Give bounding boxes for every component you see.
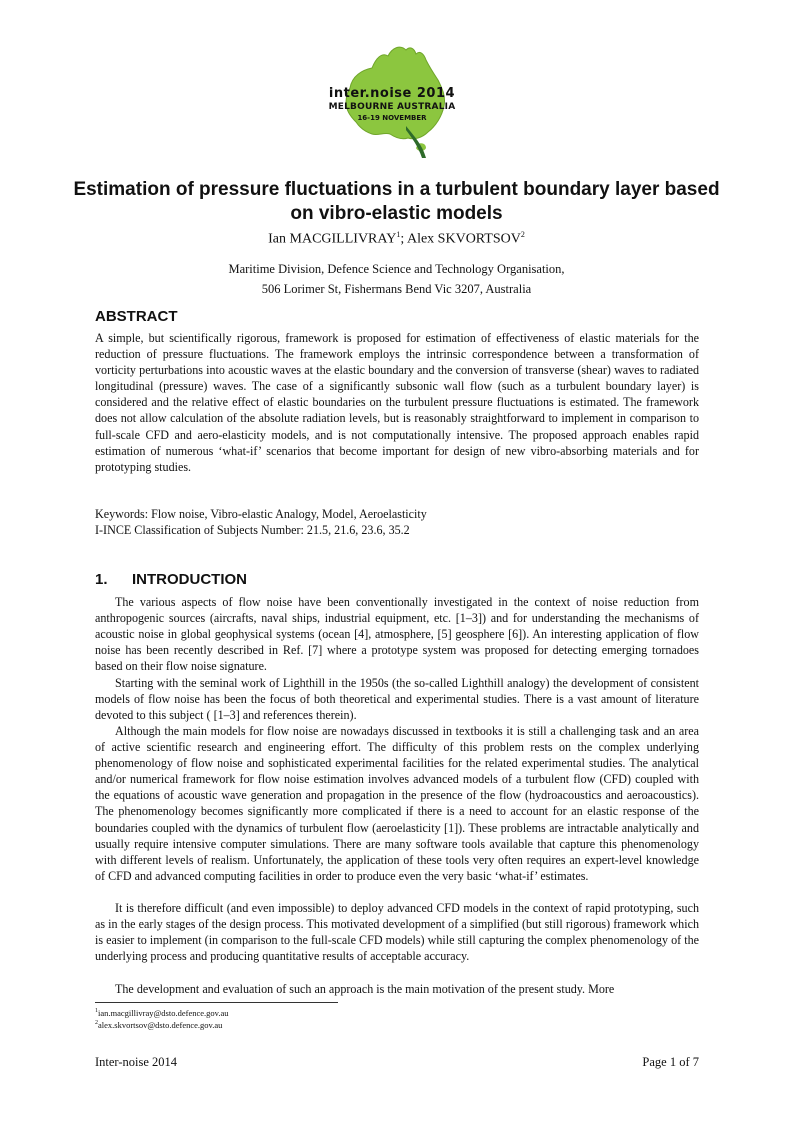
logo-location: MELBOURNE AUSTRALIA — [328, 102, 456, 112]
abstract-heading: ABSTRACT — [95, 308, 178, 325]
author-list — [60, 230, 733, 248]
logo-title: inter.noise 2014 — [328, 86, 456, 101]
logo-dates: 16-19 NOVEMBER — [357, 114, 427, 122]
intro-paragraph: Starting with the seminal work of Lighthill in the 1950s (the so-called Lighthill analogy) the development of consistent models of flow noise has been the focus of both theoretical and experimental studies. There is a vast amount of literature devoted to this subject ( [1–3] and references therein). — [95, 676, 699, 723]
classification: I-INCE Classification of Subjects Number: 21.5, 21.6, 23.6, 35.2 — [95, 523, 410, 538]
section-number: 1. — [95, 571, 108, 588]
footnote-mark: 1 — [95, 1008, 98, 1014]
author-footnote-mark: 2 — [520, 230, 525, 239]
keywords: Keywords: Flow noise, Vibro-elastic Analogy, Model, Aeroelasticity — [95, 507, 427, 521]
author-separator: ; — [400, 231, 407, 247]
footnote — [95, 1006, 228, 1019]
footnote-email: alex.skvortsov@dsto.defence.gov.au — [98, 1019, 223, 1030]
footer-conference: Inter-noise 2014 — [95, 1055, 178, 1069]
intro-paragraph: Although the main models for flow noise are nowadays discussed in textbooks it is still a challenging task and an area of active scientific research and engineering effort. The difficulty of this problem rests on the complex underlying phenomenology of flow noise and sophisticated experimental facilities for the related experimental studies. The analytical and/or numerical framework for flow noise estimation involves advanced models of a turbulent flow (CFD) coupled with the equations of acoustic wave generation and propagation in the presence of the flow (hydroacoustics and aeroacoustics). The phenomenology becomes significantly more complicated if there is a need to account for an elastic response of the boundaries coupled with the dynamics of turbulent flow (aeroelasticity [1]). These problems are intractable analytically and usually require intensive computer simulations. There are many software tools available that capture this phenomenology with different levels of realism. Unfortunately, the application of these tools very often requires an expert-level knowledge of CFD and advanced computing facilities in order to produce even the very basic ‘what-if’ estimates. — [95, 724, 699, 883]
footnote — [95, 1018, 222, 1031]
affiliation — [60, 259, 733, 299]
abstract-text: A simple, but scientifically rigorous, framework is proposed for estimation of effectiveness of elastic materials for the reduction of pressure fluctuations. The framework employs the intrinsic correspondence between a transformation of vorticity perturbations into acoustic waves at the elastic boundary and the conversion of transverse (shear) waves to radiated longitudinal (pressure) waves. The case of a significantly subsonic wall flow (such as a turbulent boundary layer) is considered and the relative effect of elastic boundaries on the turbulent pressure fluctuations is estimated. The framework does not allow calculation of the absolute radiation levels, but is reasonably straightforward to implement in comparison to full-scale CFD and aero-elasticity models, and is not computationally intensive. The proposed approach enables rapid estimation of numerous ‘what-if’ scenarios that become important for design of new vibro-absorbing materials and for prototyping studies. — [95, 331, 699, 474]
author-name: Ian MACGILLIVRAY — [268, 231, 397, 247]
conference-logo — [322, 40, 462, 170]
intro-paragraph: It is therefore difficult (and even impossible) to deploy advanced CFD models in the context of rapid prototyping, such as in the early stages of the design process. This motivated development of a simplified (but still rigorous) framework which is easier to implement (in comparison to the full-scale CFD models) while still capturing the complex phenomenology of the underlying process and producing quantitative results of acceptable accuracy. — [95, 901, 699, 964]
footnote-mark: 2 — [95, 1020, 98, 1026]
introduction-heading — [95, 571, 247, 588]
affiliation-line: 506 Lorimer St, Fishermans Bend Vic 3207, Australia — [261, 282, 532, 296]
section-title: INTRODUCTION — [132, 571, 247, 588]
paper-title: Estimation of pressure fluctuations in a turbulent boundary layer based on vibro-elastic models — [73, 179, 720, 224]
footer-page-number: Page 1 of 7 — [642, 1055, 699, 1069]
footnote-divider — [95, 1002, 338, 1003]
affiliation-line: Maritime Division, Defence Science and Technology Organisation, — [228, 262, 565, 276]
author-name: Alex SKVORTSOV — [406, 231, 521, 247]
intro-paragraph: The various aspects of flow noise have been conventionally investigated in the context of noise reduction from anthropogenic sources (aircrafts, naval ships, industrial equipment, etc. [1–3]) and for understanding the mechanisms of acoustic noise in global geophysical systems (ocean [4], atmosphere, [5] geosphere [6]). An interesting application of flow noise has been recently described in Ref. [7] where a prototype system was proposed for detecting emerging tornadoes based on their flow noise signature. — [95, 595, 699, 674]
keywords-block — [95, 506, 699, 538]
intro-paragraph: The development and evaluation of such an approach is the main motivation of the present study. More — [115, 982, 615, 996]
footnote-email: ian.macgillivray@dsto.defence.gov.au — [98, 1007, 229, 1018]
author-footnote-mark: 1 — [396, 230, 401, 239]
